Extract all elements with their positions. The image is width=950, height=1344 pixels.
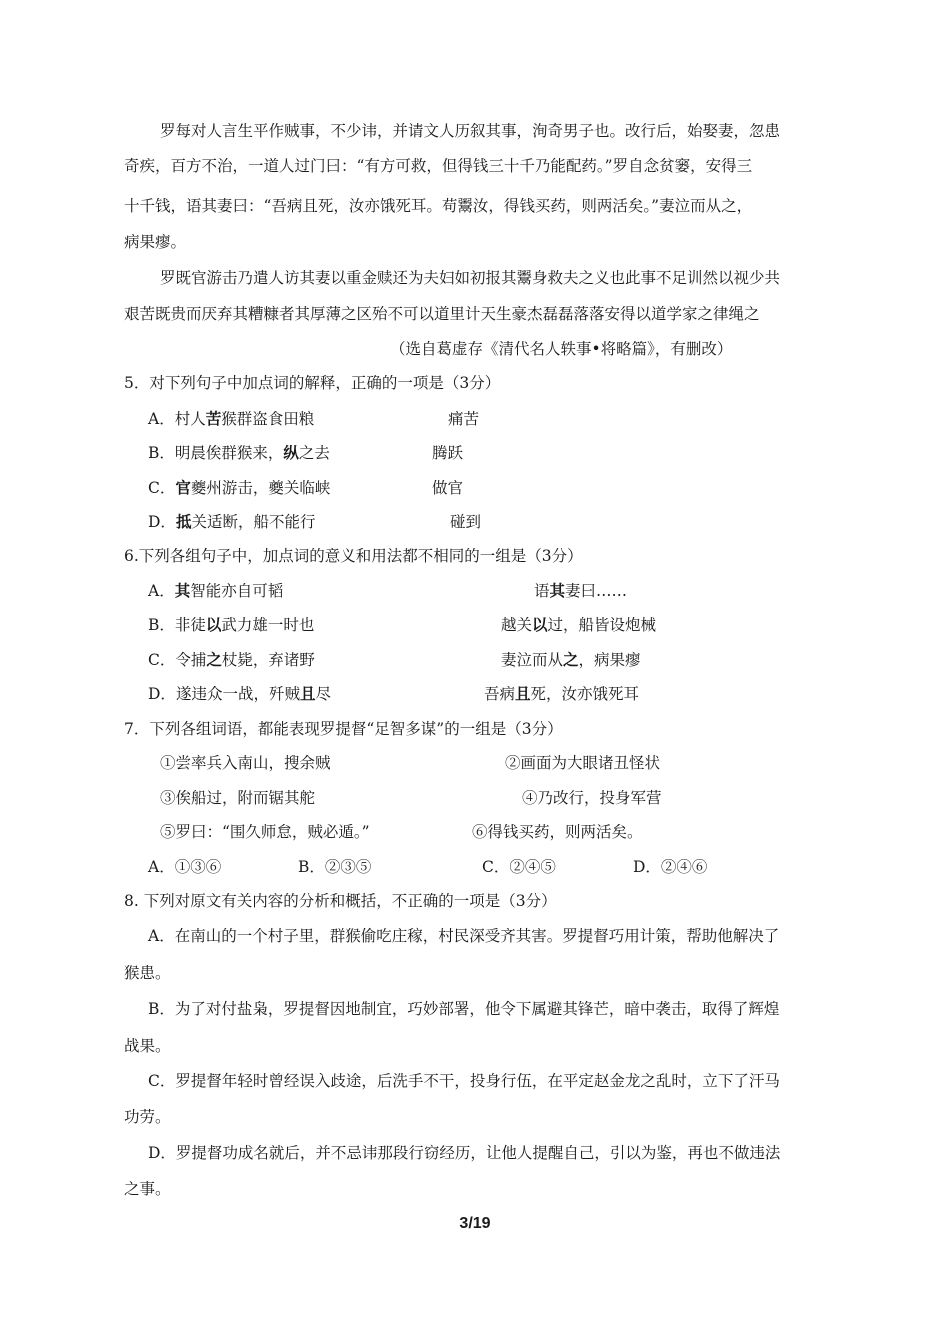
option-letter: D． <box>148 685 176 703</box>
question-7-stem: 7．下列各组词语，都能表现罗提督“足智多谋”的一组是（3分） <box>124 720 563 738</box>
page-number: 3/19 <box>459 1215 491 1232</box>
option-letter: C． <box>148 651 176 669</box>
passage-line: 十千钱，语其妻曰：“吾病且死，汝亦饿死耳。苟鬻汝，得钱买药，则两活矣。”妻泣而从之， <box>124 197 753 215</box>
option-text: ，病果瘳 <box>578 651 641 669</box>
q7-choice-b: B．②③⑤ <box>298 858 372 876</box>
q8-option-line: B．为了对付盐枭，罗提督因地制宜，巧妙部署，他令下属避其锋芒，暗中袭击，取得了辉煌 <box>148 1000 780 1018</box>
option-text: 之去 <box>298 444 330 462</box>
passage-line: 艰苦既贵而厌弃其糟糠者其厚薄之区殆不可以道里计天生豪杰磊磊落落安得以道学家之律绳之 <box>124 305 760 323</box>
q7-item: ⑤罗曰：“围久师怠，贼必遁。” <box>160 823 370 841</box>
dotted-word: 抵 <box>175 512 192 531</box>
q6-option-a-left <box>148 580 283 602</box>
q8-option-line: 功劳。 <box>124 1108 171 1126</box>
dotted-word: 纵 <box>283 443 299 462</box>
q6-option-b-left <box>148 614 314 636</box>
q5-option-c <box>148 477 330 499</box>
q6-option-a-right <box>534 580 627 602</box>
option-letter: A． <box>148 582 175 600</box>
q7-item: ②画面为大眼诸丑怪状 <box>505 754 661 772</box>
dotted-word: 以 <box>532 615 548 634</box>
dotted-word: 且 <box>299 684 316 703</box>
option-text: 越关 <box>501 616 533 634</box>
option-letter: B． <box>148 444 175 462</box>
dotted-word: 以 <box>205 615 222 634</box>
option-letter: D． <box>148 513 176 531</box>
q5-option-a <box>148 408 314 430</box>
dotted-word: 苦 <box>205 409 222 428</box>
option-text: 村人 <box>174 410 206 428</box>
option-text: 杖毙，弃诸野 <box>221 651 315 669</box>
dotted-word: 其 <box>174 581 191 600</box>
question-6-stem: 6.下列各组句子中，加点词的意义和用法都不相同的一组是（3分） <box>124 547 583 565</box>
q8-option-line: A．在南山的一个村子里，群猴偷吃庄稼，村民深受齐其害。罗提督巧用计策，帮助他解决了 <box>148 927 780 945</box>
dotted-word: 之 <box>206 650 222 669</box>
option-text: 关适断，船不能行 <box>191 513 316 531</box>
option-letter: C． <box>148 479 176 497</box>
q7-choice-a: A．①③⑥ <box>148 858 222 876</box>
option-text: 夔州游击，夔关临峡 <box>190 479 331 497</box>
option-text: 武力雄一时也 <box>221 616 315 634</box>
q5-option-a-answer: 痛苦 <box>448 410 480 428</box>
question-8-stem: 8. 下列对原文有关内容的分析和概括，不正确的一项是（3分） <box>124 892 557 910</box>
passage-line: 罗既官游击乃遣人访其妻以重金赎还为夫妇如初报其鬻身救夫之义也此事不足训然以视少共 <box>160 269 781 287</box>
q7-item: ⑥得钱买药，则两活矣。 <box>472 823 643 841</box>
q6-option-d-left <box>148 683 331 705</box>
option-letter: A． <box>148 410 175 428</box>
option-text: 令捕 <box>175 651 207 669</box>
q6-option-c-left <box>148 649 315 671</box>
option-text: 妻泣而从 <box>501 651 564 669</box>
option-text: 妻曰…… <box>565 582 628 600</box>
q6-option-c-right <box>501 649 641 671</box>
q6-option-b-right <box>501 614 656 636</box>
q8-option-line: 战果。 <box>124 1037 171 1055</box>
q8-option-line: C．罗提督年轻时曾经误入歧途，后洗手不干，投身行伍，在平定赵金龙之乱时，立下了汗马 <box>148 1072 780 1090</box>
option-text: 猴群盗食田粮 <box>221 410 315 428</box>
dotted-word: 且 <box>515 684 531 703</box>
q7-item: ③俟船过，附而锯其舵 <box>160 789 316 807</box>
option-text: 死，汝亦饿死耳 <box>530 685 640 703</box>
option-text: 吾病 <box>484 685 516 703</box>
q7-choice-c: C．②④⑤ <box>482 858 556 876</box>
q8-option-line: D．罗提督功成名就后，并不忌讳那段行窃经历，让他人提醒自己，引以为鉴，再也不做违法 <box>148 1144 781 1162</box>
option-text: 语 <box>534 582 550 600</box>
dotted-word: 官 <box>175 478 191 497</box>
q5-option-c-answer: 做官 <box>432 479 464 497</box>
q5-option-d <box>148 511 315 533</box>
passage-line: 罗每对人言生平作贼事，不少讳，并请文人历叙其事，洵奇男子也。改行后，始娶妻，忽患 <box>160 122 781 140</box>
passage-line: 奇疾，百方不治，一道人过门曰：“有方可救，但得钱三十千乃能配药。”罗自念贫窭，安得三 <box>124 157 753 175</box>
q6-option-d-right <box>484 683 639 705</box>
passage-source: （选自葛虚存《清代名人轶事•将略篇》，有删改） <box>390 340 733 358</box>
dotted-word: 之 <box>563 650 579 669</box>
option-letter: B． <box>148 616 175 634</box>
option-text: 遂违众一战，歼贼 <box>175 685 300 703</box>
q7-choice-d: D．②④⑥ <box>633 858 708 876</box>
option-text: 明晨俟群猴来， <box>174 444 284 462</box>
dotted-word: 其 <box>549 581 566 600</box>
question-5-stem: 5．对下列句子中加点词的解释，正确的一项是（3分） <box>124 374 501 392</box>
q7-item: ①尝率兵入南山，搜余贼 <box>160 754 331 772</box>
q5-option-b <box>148 442 330 464</box>
q8-option-line: 猴患。 <box>124 964 171 982</box>
q5-option-d-answer: 碰到 <box>450 513 482 531</box>
q5-option-b-answer: 腾跃 <box>432 444 464 462</box>
option-text: 非徒 <box>174 616 206 634</box>
option-text: 智能亦自可韬 <box>190 582 284 600</box>
q8-option-line: 之事。 <box>124 1180 171 1198</box>
passage-line: 病果瘳。 <box>124 233 187 251</box>
option-text: 过，船皆设炮械 <box>547 616 657 634</box>
q7-item: ④乃改行，投身军营 <box>522 789 662 807</box>
option-text: 尽 <box>315 685 331 703</box>
